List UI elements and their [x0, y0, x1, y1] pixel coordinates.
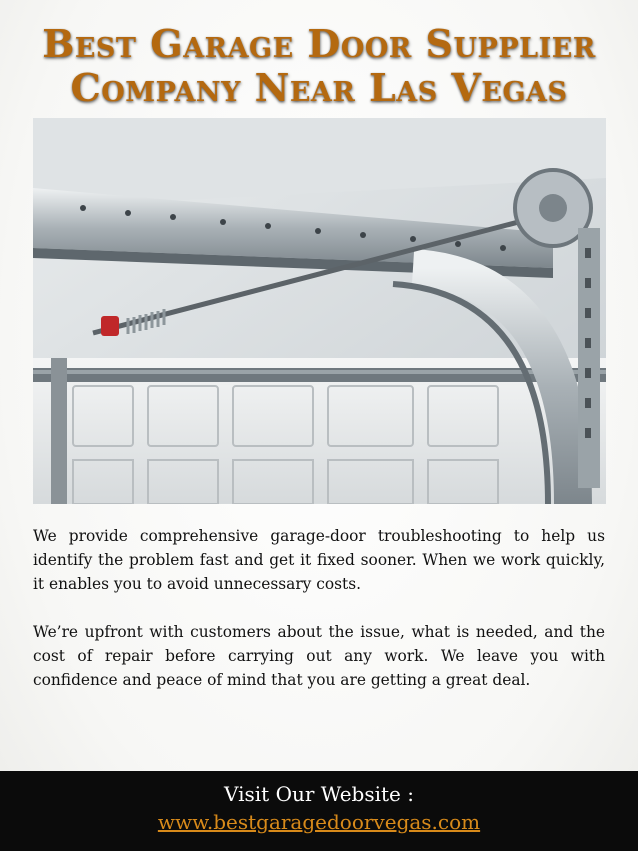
description [33, 524, 605, 692]
garage-door-photo [33, 118, 606, 504]
title-line-2: Company Near Las Vegas [70, 65, 568, 110]
title-line-1: Best Garage Door Supplier [42, 21, 596, 66]
page-title [0, 22, 638, 110]
footer-bar [0, 771, 638, 851]
footer-label: Visit Our Website : [224, 782, 414, 806]
paragraph-troubleshooting: We provide comprehensive garage-door troubleshooting to help us identify the problem fast and get it fixed sooner. When we work quickly, it enables you to avoid unnecessary costs. [33, 527, 605, 593]
paragraph-upfront-pricing: We’re upfront with customers about the issue, what is needed, and the cost of repair before carrying out any work. We leave you with confidence and peace of mind that you are getting a great deal. [33, 623, 605, 689]
website-link[interactable]: www.bestgaragedoorvegas.com [157, 810, 481, 834]
